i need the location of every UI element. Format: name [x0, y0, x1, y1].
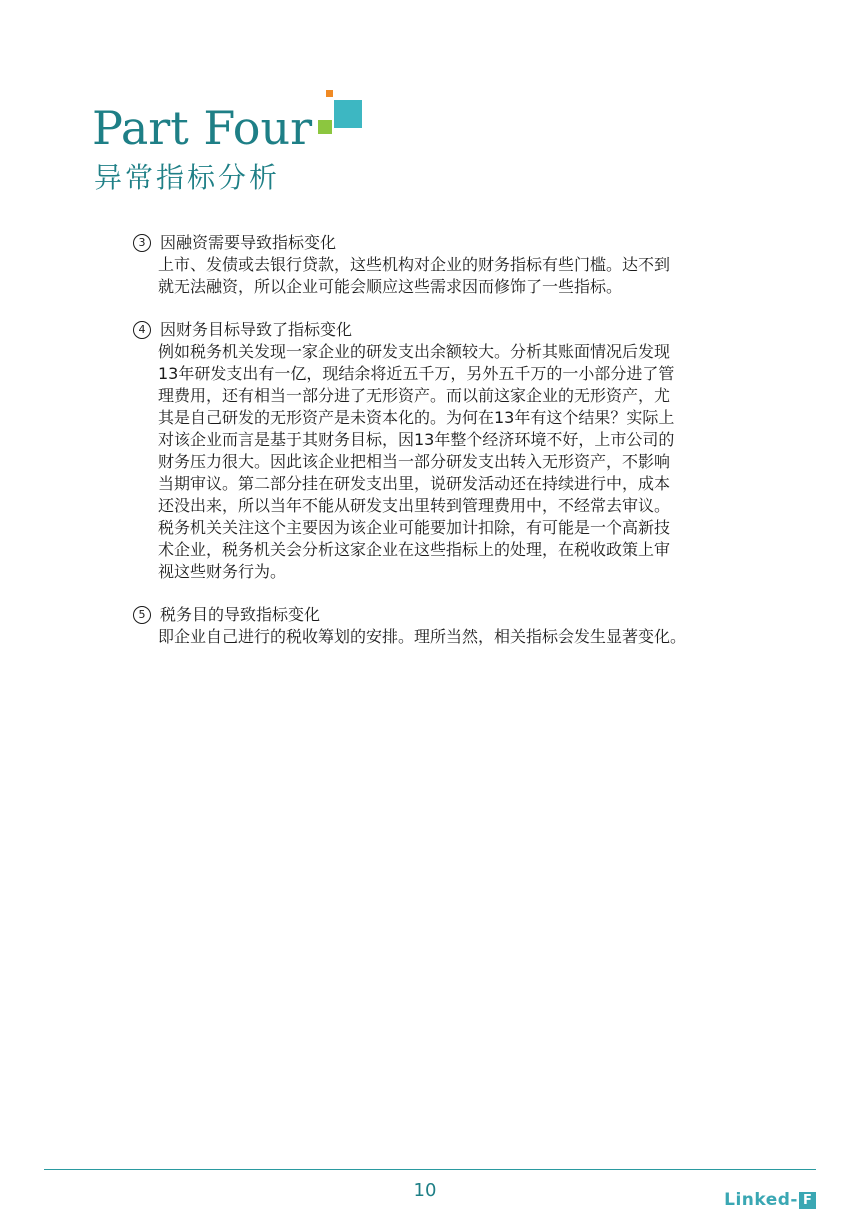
- paragraph-line: 就无法融资，所以企业可能会顺应这些需求因而修饰了一些指标。: [158, 277, 623, 296]
- cyan-square-icon: [334, 100, 362, 128]
- section-heading: [130, 319, 730, 341]
- paragraph-line: 例如税务机关发现一家企业的研发支出余额较大。分析其账面情况后发现: [158, 342, 671, 361]
- page-subtitle: 异常指标分析: [94, 161, 281, 194]
- section-4: [130, 319, 730, 583]
- paragraph-line: 税务机关关注这个主要因为该企业可能要加计扣除，有可能是一个高新技: [158, 518, 671, 537]
- circled-number: 3: [133, 234, 151, 252]
- main-content: [130, 232, 730, 669]
- brand-mark-icon: F: [799, 1192, 816, 1209]
- paragraph-line: 术企业，税务机关会分析这家企业在这些指标上的处理，在税收政策上审: [158, 540, 671, 559]
- paragraph-line: 上市、发债或去银行贷款，这些机构对企业的财务指标有些门槛。达不到: [158, 255, 671, 274]
- circled-number: 5: [133, 606, 151, 624]
- footer-divider: [44, 1169, 816, 1170]
- paragraph-line: 视这些财务行为。: [158, 562, 287, 581]
- section-title: 因融资需要导致指标变化: [160, 233, 337, 252]
- orange-square-icon: [326, 90, 333, 97]
- paragraph-line: 还没出来，所以当年不能从研发支出里转到管理费用中，不经常去审议。: [158, 496, 671, 515]
- section-3: [130, 232, 730, 298]
- section-body: [130, 341, 730, 583]
- paragraph-line: 13年研发支出有一亿，现结余将近五千万，另外五千万的一小部分进了管: [158, 364, 675, 383]
- paragraph-line: 即企业自己进行的税收筹划的安排。理所当然，相关指标会发生显著变化。: [158, 627, 687, 646]
- paragraph-line: 其是自己研发的无形资产是未资本化的。为何在13年有这个结果？实际上: [158, 408, 675, 427]
- brand-logo: [724, 1190, 816, 1210]
- section-5: [130, 604, 730, 648]
- section-heading: [130, 604, 730, 626]
- section-title: 税务目的导致指标变化: [160, 605, 321, 624]
- page-title: Part Four: [92, 101, 313, 155]
- section-title: 因财务目标导致了指标变化: [160, 320, 353, 339]
- paragraph-line: 理费用，还有相当一部分进了无形资产。而以前这家企业的无形资产，尤: [158, 386, 671, 405]
- paragraph-line: 当期审议。第二部分挂在研发支出里，说研发活动还在持续进行中，成本: [158, 474, 671, 493]
- brand-text: Linked-: [724, 1190, 798, 1210]
- section-body: [130, 254, 730, 298]
- circled-number: 4: [133, 321, 151, 339]
- green-square-icon: [318, 120, 332, 134]
- decorative-squares-icon: [316, 90, 366, 146]
- paragraph-line: 财务压力很大。因此该企业把相当一部分研发支出转入无形资产，不影响: [158, 452, 671, 471]
- section-heading: [130, 232, 730, 254]
- section-body: [130, 626, 730, 648]
- page-number: 10: [413, 1180, 437, 1201]
- paragraph-line: 对该企业而言是基于其财务目标，因13年整个经济环境不好，上市公司的: [158, 430, 675, 449]
